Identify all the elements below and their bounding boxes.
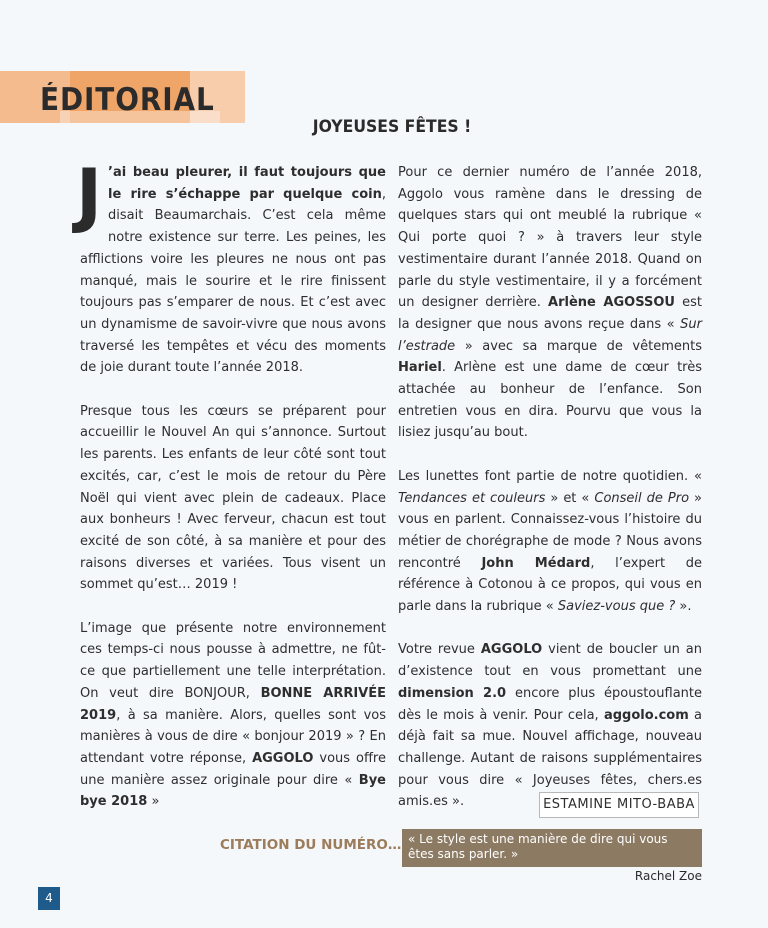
paragraph-text: encore plus époustouflante dès le mois à venir. Pour cela, [398, 685, 702, 723]
paragraph-text: , disait Beaumarchais. C’est cela même notre existence sur terre. Les peines, les afflictions voire les pleures ne nous ont pas manqué, mais le sourire et le rire finissent toujours pas s’emparer de nous. Et c’est avec un dynamisme de savoir-vivre que nous avons traversé les tempêtes et vécu des moments de joie durant toute l’année 2018. [80, 186, 386, 376]
paragraph-text: Les lunettes font partie de notre quotidien. « [398, 468, 702, 484]
drop-cap: J [76, 154, 103, 236]
quote-lead: ’ai beau pleurer, il faut toujours que le rire s’échappe par quelque coin [108, 165, 386, 202]
emphasis: Hariel [398, 360, 442, 376]
paragraph-text: , l’expert de référence à Cotonou à ce propos, qui vous en parle dans la rubrique « [398, 555, 702, 615]
author-signature: ESTAMINE MITO-BABA [539, 792, 699, 818]
emphasis: AGGOLO [480, 642, 543, 658]
paragraph-text: , à sa manière. Alors, quelles sont vos manières à vous de dire « bonjour 2019 » ? En attendant votre réponse, [80, 707, 386, 766]
rubric-name: Sur l’estrade [398, 316, 702, 354]
right-column [398, 162, 702, 835]
paragraph [398, 639, 702, 813]
paragraph-text: vous offre une manière assez originale pour dire « [80, 750, 386, 788]
citation-author: Rachel Zoe [634, 869, 702, 883]
page-title: JOYEUSES FÊTES ! [312, 117, 472, 137]
paragraph [398, 466, 702, 618]
citation-quote: « Le style est une manière de dire qui vous êtes sans parler. » [402, 829, 702, 867]
rubric-name: Conseil de Pro [594, 490, 690, 506]
paragraph [76, 154, 386, 379]
emphasis: aggolo.com [603, 707, 689, 723]
paragraph-text: a déjà fait sa mue. Nouvel affichage, nouveau challenge. Autant de raisons supplémentaires pour vous dire « Joyeuses fêtes, chers.es amis.es ». [398, 707, 702, 810]
paragraph-text: est la designer que nous avons reçue dans « [398, 295, 703, 332]
paragraph [80, 401, 386, 596]
paragraph-text: » avec sa marque de vêtements [455, 338, 702, 354]
paragraph-text: Pour ce dernier numéro de l’année 2018, Aggolo vous ramène dans le dressing de quelques stars qui ont meublé la rubrique « Qui porte quoi ? » à travers leur style vestimentaire durant l’année 2018. Quand on parle du style vestimentaire, il y a forcément un designer derrière. [398, 165, 702, 311]
paragraph-text: » [147, 794, 160, 810]
page-number: 4 [38, 887, 60, 910]
emphasis: BONNE ARRIVÉE 2019 [80, 685, 387, 723]
paragraph-text: Votre revue [398, 642, 481, 658]
rubric-name: Tendances et couleurs [398, 490, 546, 506]
paragraph-text: ». [675, 599, 692, 615]
paragraph-text: » vous en parlent. Connaissez-vous l’histoire du métier de chorégraphe de mode ? Nous avons rencontré [398, 490, 702, 571]
citation-label: CITATION DU NUMÉRO… [220, 837, 402, 853]
emphasis: AGGOLO [252, 750, 314, 766]
rubric-name: Saviez-vous que ? [557, 599, 676, 615]
paragraph-text: vient de boucler un an d’existence tout en vous promettant une [398, 642, 702, 680]
paragraph-text: . Arlène est une dame de cœur très attachée au bonheur de l’enfance. Son entretien vous en dira. Pourvu que vous la lisiez jusqu’au bout. [398, 360, 702, 441]
emphasis: dimension 2.0 [398, 685, 507, 701]
paragraph [398, 162, 702, 444]
emphasis: Arlène AGOSSOU [548, 295, 675, 311]
section-title: ÉDITORIAL [40, 82, 215, 118]
paragraph-text: L’image que présente notre environnement ces temps-ci nous pousse à admettre, ne fût-ce que partiellement une telle interprétation. On veut dire BONJOUR, [80, 620, 386, 701]
paragraph [80, 618, 386, 813]
emphasis: Bye bye 2018 [80, 772, 386, 810]
paragraph-text: Presque tous les cœurs se préparent pour accueillir le Nouvel An qui s’annonce. Surtout les parents. Les enfants de leur côté sont tout excités, car, c’est le mois de retour du Père Noël qui vient avec plein de cadeaux. Place aux bonheurs ! Avec ferveur, chacun est tout excité de son côté, à sa manière et pour des raisons diverses et variées. Tous visent un sommet qu’est… 2019 ! [80, 403, 386, 593]
paragraph-text: » et « [545, 490, 595, 506]
emphasis: John Médard [481, 555, 591, 571]
left-column [76, 154, 387, 835]
